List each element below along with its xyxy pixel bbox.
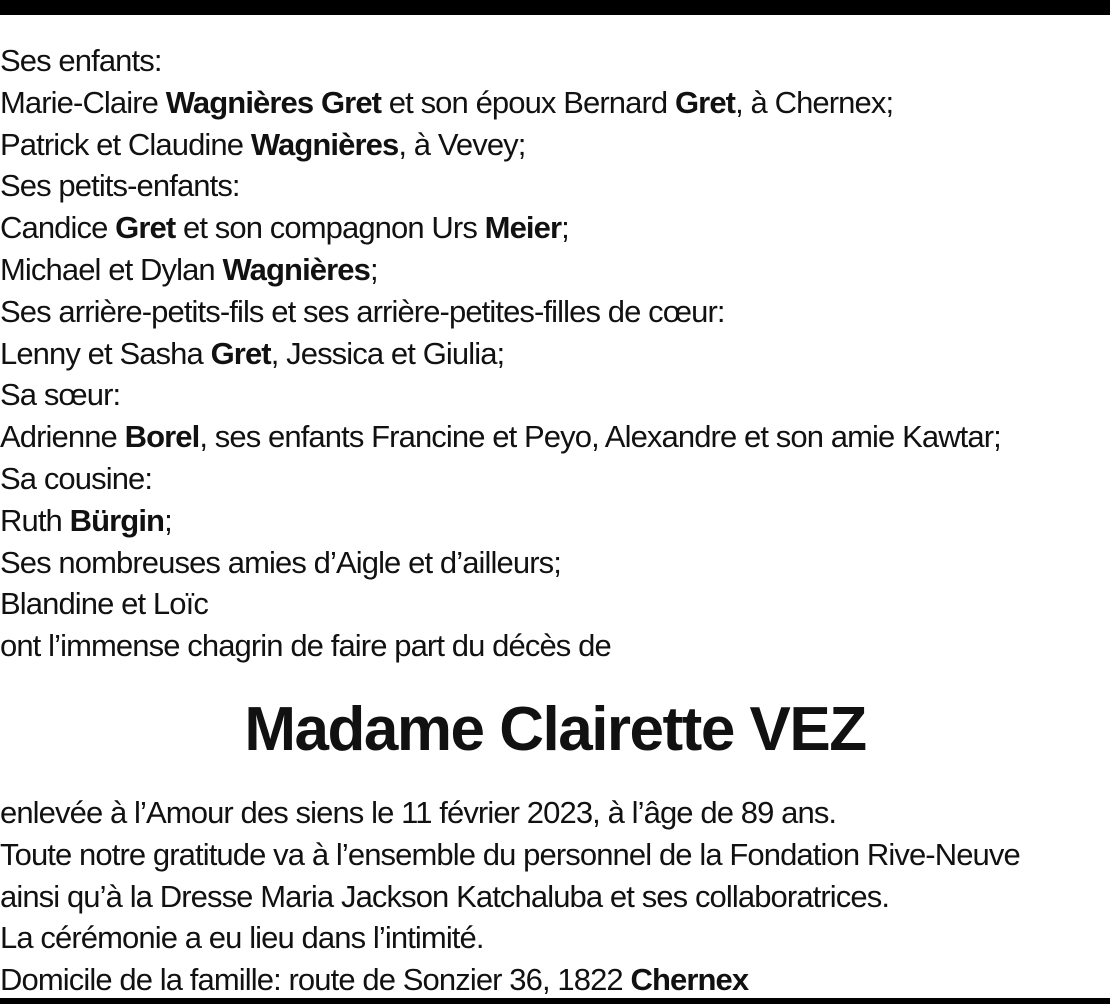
enfants-heading: Ses enfants: <box>0 43 162 78</box>
surname: Wagnières <box>222 251 370 287</box>
enfant-line-1: Marie-Claire Wagnières Gret et son époux Bernard Gret, à Chernex; <box>0 84 894 120</box>
petit-enfant-line-2: Michael et Dylan Wagnières; <box>0 251 378 287</box>
domicile-place: Chernex <box>630 962 749 998</box>
deceased-name: Madame Clairette VEZ <box>244 694 866 764</box>
obituary-notice <box>0 40 1110 1001</box>
arriere-line-1: Lenny et Sasha Gret, Jessica et Giulia; <box>0 335 505 371</box>
surname: Wagnières <box>250 126 399 162</box>
amies-line: Ses nombreuses amies d’Aigle et d’ailleurs; <box>0 544 561 580</box>
domicile-line: Domicile de la famille: route de Sonzier 36, 1822 Chernex <box>0 962 749 998</box>
petit-enfant-line-1: Candice Gret et son compagnon Urs Meier; <box>0 210 569 246</box>
surname: Wagnières Gret <box>165 84 382 120</box>
surname: Gret <box>210 335 271 371</box>
surname: Gret <box>674 84 736 120</box>
cousine-line-1: Ruth Bürgin; <box>0 502 172 538</box>
announcement-line: ont l’immense chagrin de faire part du décès de <box>0 628 611 664</box>
bottom-rule <box>0 998 1110 1004</box>
petits-enfants-heading: Ses petits-enfants: <box>0 168 240 204</box>
surname: Bürgin <box>69 502 165 538</box>
enfant-line-2: Patrick et Claudine Wagnières, à Vevey; <box>0 126 526 162</box>
surname: Meier <box>484 210 562 246</box>
details-line-2: Toute notre gratitude va à l’ensemble du personnel de la Fondation Rive-Neuve <box>0 836 1020 872</box>
top-rule <box>0 0 1110 15</box>
soeur-line-1: Adrienne Borel, ses enfants Francine et Peyo, Alexandre et son amie Kawtar; <box>0 419 1001 455</box>
soeur-heading: Sa sœur: <box>0 377 121 413</box>
surname: Borel <box>124 419 200 455</box>
others-line: Blandine et Loïc <box>0 586 208 622</box>
details-line-4: La cérémonie a eu lieu dans l’intimité. <box>0 920 484 956</box>
details-line-3: ainsi qu’à la Dresse Maria Jackson Katchaluba et ses collaboratrices. <box>0 878 890 914</box>
cousine-heading: Sa cousine: <box>0 460 153 496</box>
surname: Gret <box>115 210 176 246</box>
details-line-1: enlevée à l’Amour des siens le 11 février 2023, à l’âge de 89 ans. <box>0 794 837 830</box>
deceased-name-block <box>0 667 1110 792</box>
arriere-heading: Ses arrière-petits-fils et ses arrière-petites-filles de cœur: <box>0 293 725 329</box>
